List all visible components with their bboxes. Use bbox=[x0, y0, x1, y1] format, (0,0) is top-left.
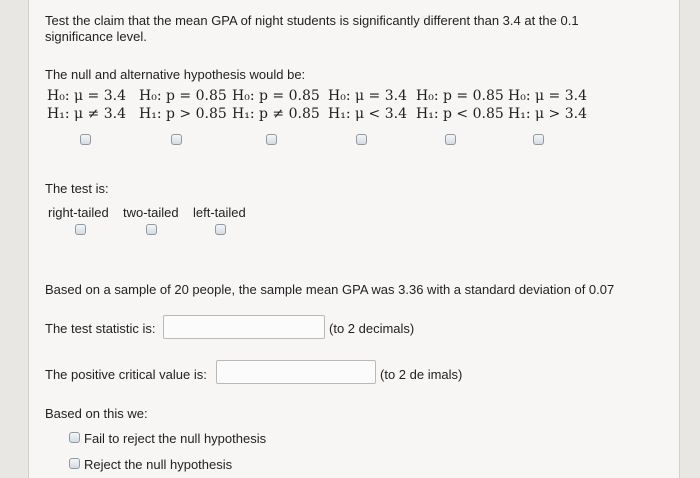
test-type-left-tailed-label: left-tailed bbox=[193, 205, 246, 220]
question-text-line1: Test the claim that the mean GPA of night students is significantly different than 3.4 at the 0.1 bbox=[45, 13, 579, 28]
test-type-two-tailed-checkbox[interactable] bbox=[146, 224, 157, 235]
test-type-two-tailed-label: two-tailed bbox=[123, 205, 179, 220]
hypothesis-option-4-h0: H₀: μ = 3.4 bbox=[328, 88, 407, 104]
hypothesis-option-1-h0: H₀: μ = 3.4 bbox=[47, 88, 126, 104]
critical-value-input[interactable] bbox=[216, 360, 376, 384]
test-type-right-tailed-checkbox[interactable] bbox=[75, 224, 86, 235]
test-type-right-tailed-label: right-tailed bbox=[48, 205, 109, 220]
hypothesis-option-3-h1: H₁: p ≠ 0.85 bbox=[232, 106, 320, 122]
test-statistic-input[interactable] bbox=[163, 315, 325, 339]
hypothesis-option-2-checkbox[interactable] bbox=[171, 134, 182, 145]
decision-fail-to-reject-label: Fail to reject the null hypothesis bbox=[84, 431, 267, 446]
test-type-heading: The test is: bbox=[45, 181, 109, 196]
hypothesis-option-1-checkbox[interactable] bbox=[80, 134, 91, 145]
hypothesis-option-5-h0: H₀: p = 0.85 bbox=[416, 88, 504, 104]
test-type-left-tailed-checkbox[interactable] bbox=[215, 224, 226, 235]
decision-reject-label: Reject the null hypothesis bbox=[84, 457, 233, 472]
hypothesis-option-6-checkbox[interactable] bbox=[533, 134, 544, 145]
test-statistic-hint: (to 2 decimals) bbox=[329, 321, 415, 336]
critical-value-label: The positive critical value is: bbox=[45, 367, 207, 382]
hypothesis-option-6-h0: H₀: μ = 3.4 bbox=[508, 88, 587, 104]
test-statistic-label: The test statistic is: bbox=[45, 321, 156, 336]
hypothesis-option-4-checkbox[interactable] bbox=[356, 134, 367, 145]
sample-info-text: Based on a sample of 20 people, the sample mean GPA was 3.36 with a standard deviation of 0.07 bbox=[45, 282, 615, 297]
decision-reject-checkbox[interactable] bbox=[69, 458, 80, 469]
hypothesis-option-2-h1: H₁: p > 0.85 bbox=[139, 106, 227, 122]
hypothesis-option-3-checkbox[interactable] bbox=[266, 134, 277, 145]
hypothesis-heading: The null and alternative hypothesis would be: bbox=[45, 67, 306, 82]
critical-value-hint: (to 2 de imals) bbox=[380, 367, 463, 382]
decision-heading: Based on this we: bbox=[45, 406, 148, 421]
hypothesis-option-4-h1: H₁: μ < 3.4 bbox=[328, 106, 407, 122]
hypothesis-option-3-h0: H₀: p = 0.85 bbox=[232, 88, 320, 104]
hypothesis-option-5-checkbox[interactable] bbox=[445, 134, 456, 145]
hypothesis-option-5-h1: H₁: p < 0.85 bbox=[416, 106, 504, 122]
question-text-line2: significance level. bbox=[45, 29, 147, 44]
hypothesis-option-1-h1: H₁: μ ≠ 3.4 bbox=[47, 106, 126, 122]
hypothesis-option-6-h1: H₁: μ > 3.4 bbox=[508, 106, 587, 122]
decision-fail-to-reject-checkbox[interactable] bbox=[69, 432, 80, 443]
hypothesis-option-2-h0: H₀: p = 0.85 bbox=[139, 88, 227, 104]
